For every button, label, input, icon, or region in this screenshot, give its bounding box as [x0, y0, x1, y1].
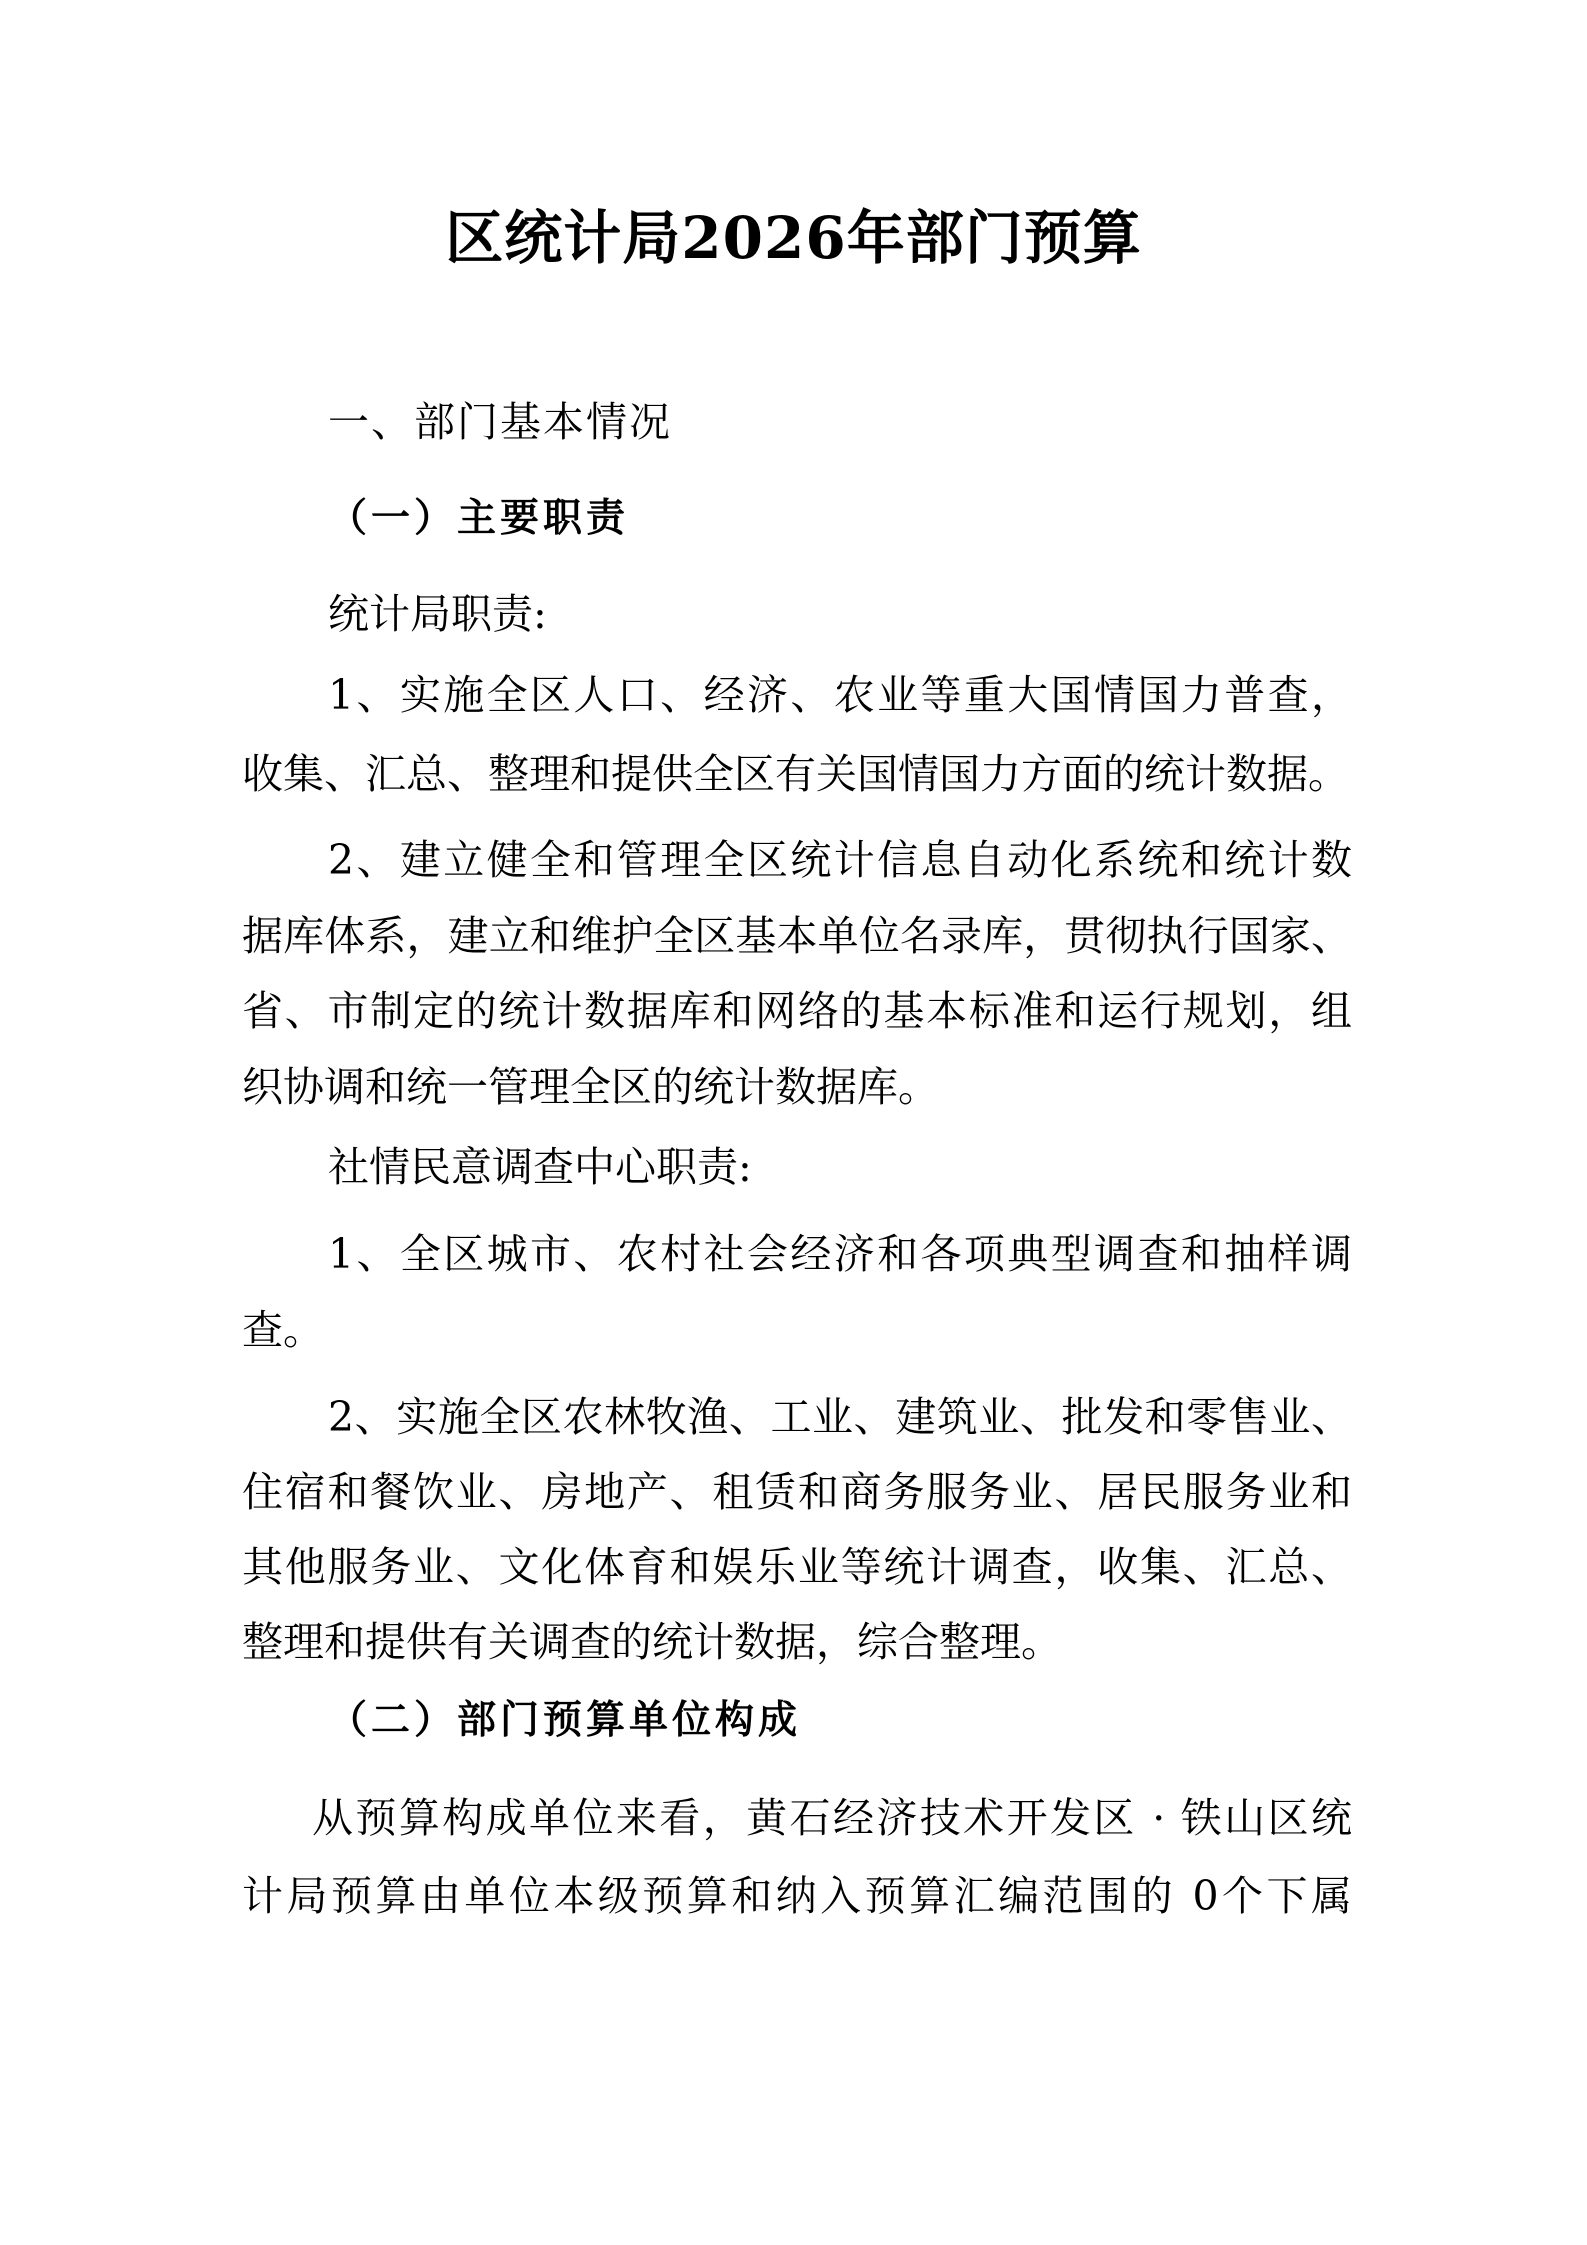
- bureau-duty-2-line-2: 据库体系，建立和维护全区基本单位名录库，贯彻执行国家、: [242, 912, 1352, 960]
- bureau-duties-label: 统计局职责:: [328, 590, 547, 638]
- center-duty-1-line-2: 查。: [242, 1306, 324, 1354]
- subsection-heading-units: （二）部门预算单位构成: [328, 1697, 802, 1743]
- bureau-duty-1-line-1: 1、实施全区人口、经济、农业等重大国情国力普查，: [328, 671, 1352, 719]
- center-duty-2-line-1: 2、实施全区农林牧渔、工业、建筑业、批发和零售业、: [328, 1393, 1352, 1441]
- bureau-duty-2-line-3: 省、市制定的统计数据库和网络的基本标准和运行规划，组: [242, 987, 1352, 1035]
- subsection-heading-duties: （一）主要职责: [328, 495, 630, 541]
- survey-center-duties-label: 社情民意调查中心职责:: [328, 1143, 752, 1191]
- center-duty-1-line-1: 1、全区城市、农村社会经济和各项典型调查和抽样调: [328, 1230, 1352, 1278]
- section-heading-basic-info: 一、部门基本情况: [328, 398, 672, 446]
- center-duty-2-line-4: 整理和提供有关调查的统计数据，综合整理。: [242, 1618, 1062, 1666]
- center-duty-2-line-2: 住宿和餐饮业、房地产、租赁和商务服务业、居民服务业和: [242, 1468, 1352, 1516]
- units-paragraph-line-2: 计局预算由单位本级预算和纳入预算汇编范围的 0个下属: [242, 1872, 1352, 1920]
- bureau-duty-2-line-4: 织协调和统一管理全区的统计数据库。: [242, 1063, 939, 1111]
- bureau-duty-2-line-1: 2、建立健全和管理全区统计信息自动化系统和统计数: [328, 836, 1352, 884]
- units-paragraph-line-1: 从预算构成单位来看，黄石经济技术开发区 · 铁山区统: [312, 1794, 1352, 1842]
- bureau-duty-1-line-2: 收集、汇总、整理和提供全区有关国情国力方面的统计数据。: [242, 750, 1349, 798]
- page-title: 区统计局2026年部门预算: [445, 204, 1142, 272]
- center-duty-2-line-3: 其他服务业、文化体育和娱乐业等统计调查，收集、汇总、: [242, 1543, 1352, 1591]
